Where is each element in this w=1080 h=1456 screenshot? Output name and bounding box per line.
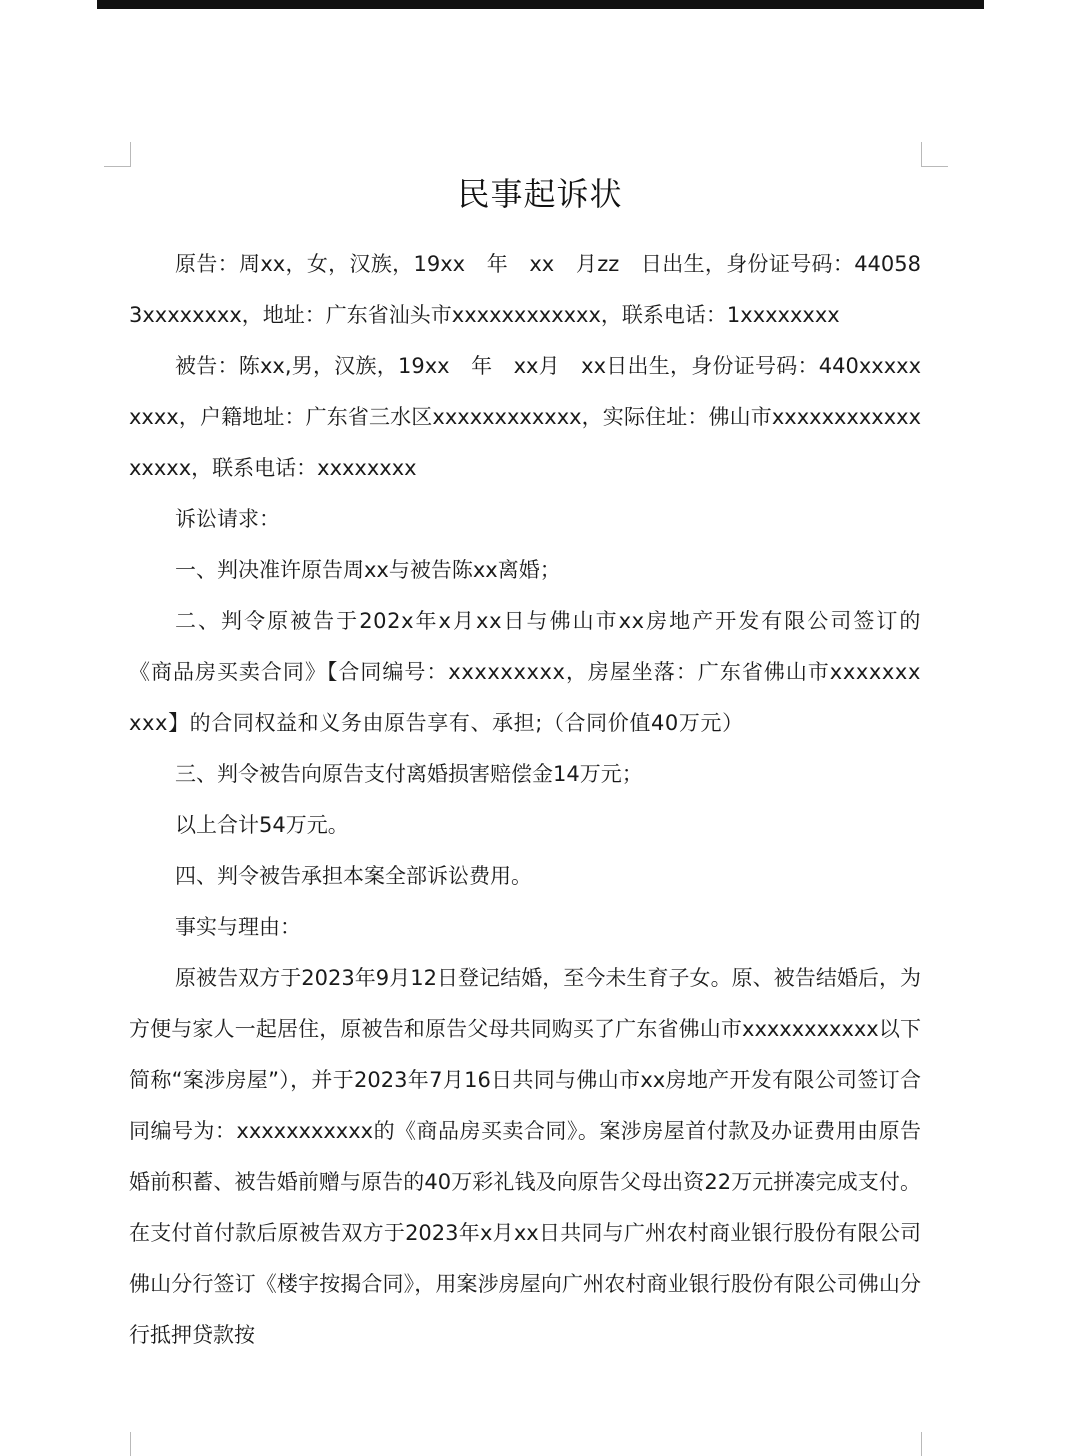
claim-3: 三、判令被告向原告支付离婚损害赔偿金14万元； <box>175 762 643 786</box>
claims-total: 以上合计54万元。 <box>175 813 349 837</box>
facts-heading: 事实与理由： <box>175 915 301 939</box>
top-dark-bar <box>97 0 984 9</box>
claims-heading: 诉讼请求： <box>175 507 280 531</box>
document-title: 民事起诉状 <box>457 175 623 213</box>
plaintiff-info: 原告：周xx，女，汉族，19xx 年 xx 月zz 日出生，身份证号码：440583xxxxxxxx，地址：广东省汕头市xxxxxxxxxxxx，联系电话：1xxxxxxxx <box>129 252 921 327</box>
page-corner-mark-bottom-right <box>921 1432 948 1456</box>
facts-body: 原被告双方于2023年9月12日登记结婚，至今未生育子女。原、被告结婚后，为方便与家人一起居住，原被告和原告父母共同购买了广东省佛山市xxxxxxxxxxx以下简称“案涉房屋”），并于2023年7月16日共同与佛山市xx房地产开发有限公司签订合同编号为：xxxxxxxxxxx的《商品房买卖合同》。案涉房屋首付款及办证费用由原告婚前积蓄、被告婚前赠与原告的40万彩礼钱及向原告父母出资22万元拼凑完成支付。在支付首付款后原被告双方于2023年x月xx日共同与广州农村商业银行股份有限公司佛山分行签订《楼宇按揭合同》，用案涉房屋向广州农村商业银行股份有限公司佛山分行抵押贷款按 <box>129 966 921 1347</box>
claim-2: 二、判令原被告于202x年x月xx日与佛山市xx房地产开发有限公司签订的《商品房买卖合同》【合同编号：xxxxxxxxx，房屋坐落：广东省佛山市xxxxxxxxxx】的合同权益和义务由原告享有、承担;（合同价值40万元） <box>129 609 921 735</box>
document-body <box>129 239 921 1361</box>
claim-4: 四、判令被告承担本案全部诉讼费用。 <box>175 864 532 888</box>
claim-1: 一、判决准许原告周xx与被告陈xx离婚； <box>175 558 561 582</box>
page-corner-mark-top-right <box>921 142 948 167</box>
page-corner-mark-top-left <box>104 142 131 167</box>
defendant-info: 被告：陈xx,男，汉族，19xx 年 xx月 xx日出生，身份证号码：440xxxxxxxxx，户籍地址：广东省三水区xxxxxxxxxxxx，实际住址：佛山市xxxxxxxxxxxxxxxxx，联系电话：xxxxxxxx <box>129 354 921 480</box>
page-corner-mark-bottom-left <box>104 1432 131 1456</box>
